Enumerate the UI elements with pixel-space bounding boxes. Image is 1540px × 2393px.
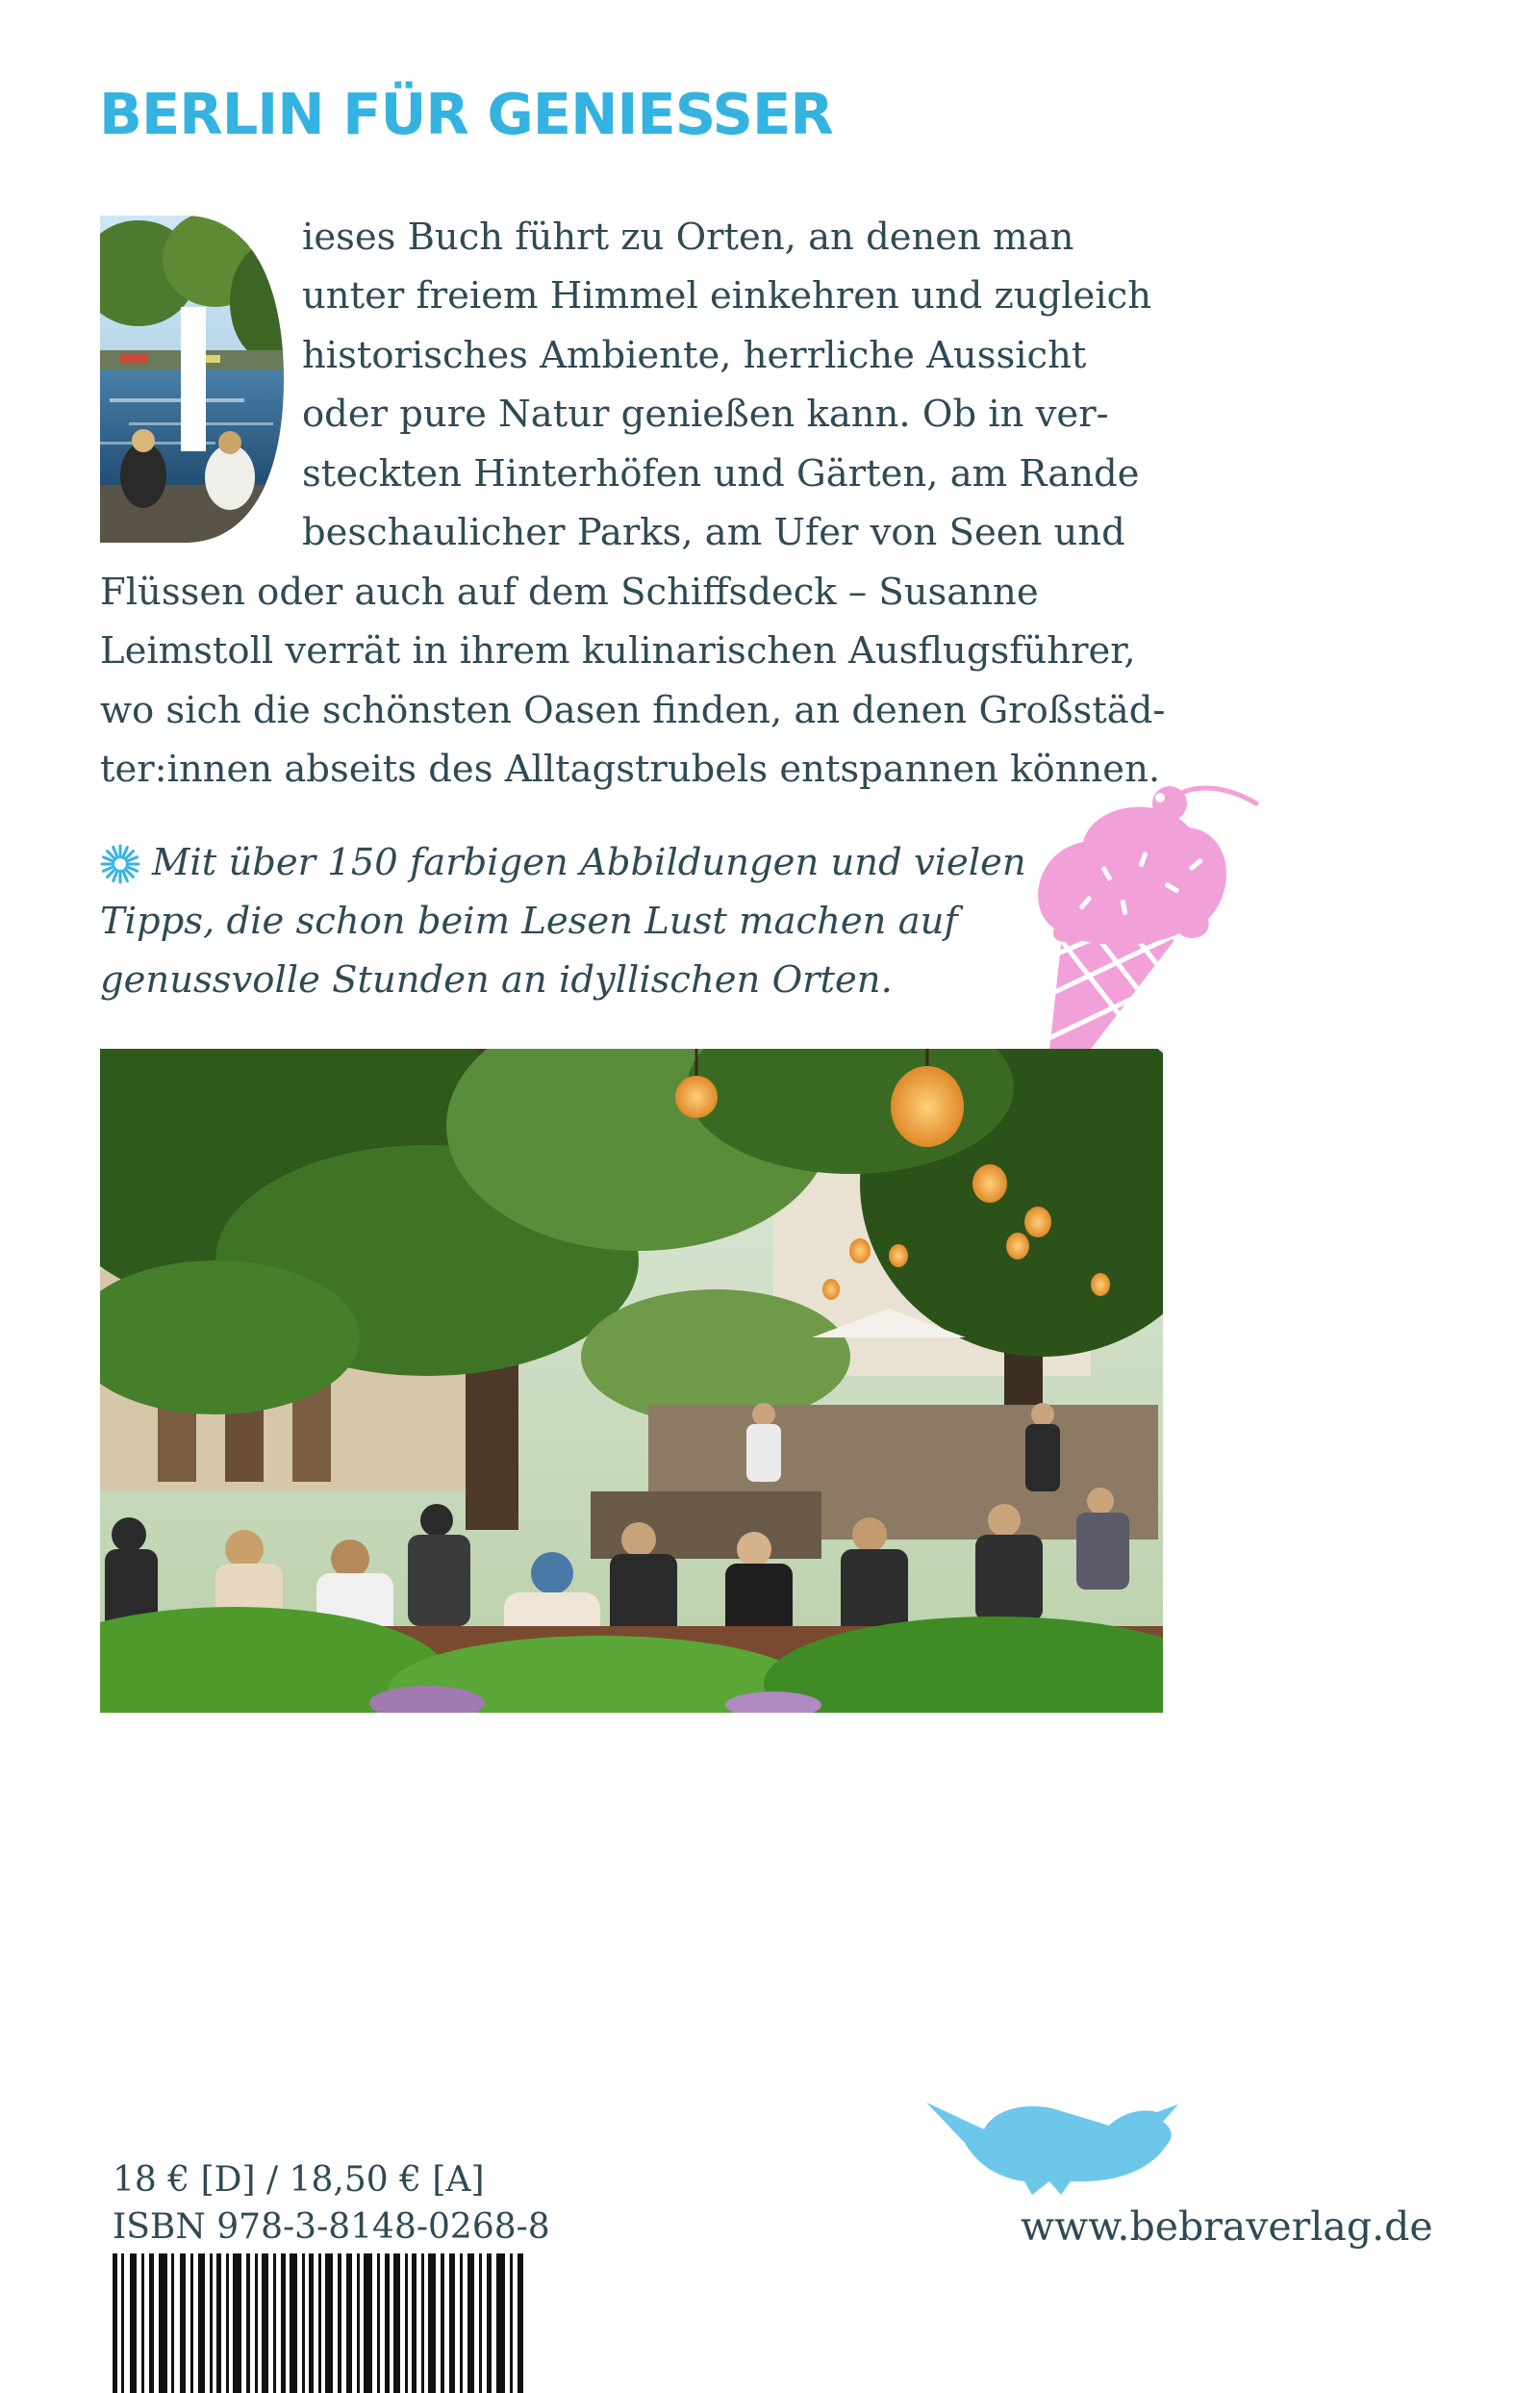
highlight-line: genussvolle Stunden an idyllischen Orten.	[100, 958, 893, 1002]
highlight-text	[100, 833, 1026, 1009]
price: 18 € [D] / 18,50 € [A]	[113, 2160, 485, 2200]
description-line: Flüssen oder auch auf dem Schiffsdeck – Susanne	[100, 571, 1039, 614]
bird-logo-icon	[926, 2083, 1183, 2197]
highlight-line: Tipps, die schon beim Lesen Lust machen auf	[100, 900, 958, 943]
description-line: beschaulicher Parks, am Ufer von Seen und	[302, 511, 1125, 554]
description-line: ter:innen abseits des Alltagstrubels entspannen können.	[100, 748, 1161, 791]
isbn: ISBN 978-3-8148-0268-8	[113, 2207, 550, 2247]
description-line: historisches Ambiente, herrliche Aussicht	[302, 334, 1087, 377]
description-line: unter freiem Himmel einkehren und zugleich	[302, 274, 1151, 318]
description-line: ieses Buch führt zu Orten, an denen man	[302, 216, 1074, 259]
description-line: steckten Hinterhöfen und Gärten, am Rande	[302, 452, 1140, 496]
beer-garden-photo	[100, 1049, 1163, 1713]
book-title: BERLIN FÜR GENIESSER	[99, 81, 833, 147]
publisher-website[interactable]: www.bebraverlag.de	[1021, 2203, 1433, 2250]
highlight-line: Mit über 150 farbigen Abbildungen und vielen	[152, 841, 1026, 884]
description-line: wo sich die schönsten Oasen finden, an denen Großstäd-	[100, 689, 1166, 732]
dropcap-d-photo	[100, 216, 284, 543]
description-line: Leimstoll verrät in ihrem kulinarischen Ausflugsführer,	[100, 629, 1136, 673]
sunburst-icon	[100, 844, 140, 884]
barcode-icon	[113, 2253, 526, 2393]
description-line: oder pure Natur genießen kann. Ob in ver-	[302, 393, 1109, 436]
